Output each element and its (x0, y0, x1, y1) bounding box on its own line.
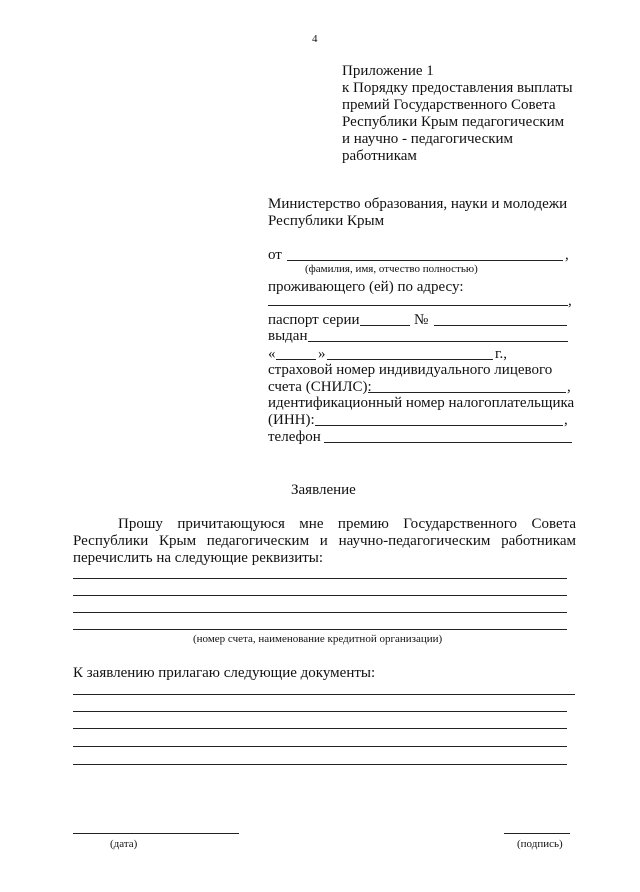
date-close-quote: » (318, 346, 326, 362)
inn-label: (ИНН): (268, 412, 315, 428)
account-hint: (номер счета, наименование кредитной организации) (193, 633, 443, 645)
appendix-line: к Порядку предоставления выплаты (342, 80, 573, 96)
date-label: (дата) (110, 838, 138, 850)
attachment-line[interactable] (73, 746, 567, 747)
name-hint: (фамилия, имя, отчество полностью) (305, 263, 478, 275)
account-details-line[interactable] (73, 595, 567, 596)
appendix-line: Приложение 1 (342, 63, 434, 79)
date-field[interactable] (73, 833, 239, 834)
page-number: 4 (312, 33, 318, 45)
snils-label: счета (СНИЛС): (268, 379, 372, 395)
addressee-line: Министерство образования, науки и молодежи (268, 196, 568, 212)
account-details-line[interactable] (73, 612, 567, 613)
year-suffix: г., (495, 346, 507, 362)
from-label: от (268, 247, 282, 263)
attachment-line[interactable] (73, 711, 567, 712)
passport-number-field[interactable] (434, 325, 567, 326)
addressee-line: Республики Крым (268, 213, 385, 229)
snils-field[interactable] (368, 392, 566, 393)
appendix-line: Республики Крым педагогическим (342, 114, 565, 130)
inn-label: идентификационный номер налогоплательщика (268, 395, 575, 411)
appendix-line: и научно - педагогическим (342, 131, 514, 147)
inn-field[interactable] (315, 425, 563, 426)
statement-title: Заявление (291, 482, 356, 498)
attachment-line[interactable] (73, 764, 567, 765)
issued-label: выдан (268, 328, 308, 344)
account-details-line[interactable] (73, 578, 567, 579)
attachment-line[interactable] (73, 728, 567, 729)
phone-label: телефон (268, 429, 321, 445)
snils-label: страховой номер индивидуального лицевого (268, 362, 553, 378)
from-comma: , (565, 247, 569, 263)
issue-month-field[interactable] (327, 359, 493, 360)
address-field[interactable] (268, 305, 568, 306)
residing-label: проживающего (ей) по адресу: (268, 279, 464, 295)
account-details-line[interactable] (73, 629, 567, 630)
passport-number-sign: № (414, 312, 429, 328)
appendix-line: работникам (342, 148, 417, 164)
signature-label: (подпись) (517, 838, 563, 850)
attachment-line[interactable] (73, 694, 575, 695)
passport-series-label: паспорт серии (268, 312, 360, 328)
issue-day-field[interactable] (276, 359, 316, 360)
phone-field[interactable] (324, 442, 572, 443)
statement-body-line: Прошу причитающуюся мне премию Государственного Совета (118, 516, 576, 532)
attachments-label: К заявлению прилагаю следующие документы: (73, 665, 376, 681)
inn-comma: , (564, 412, 568, 428)
from-name-field[interactable] (287, 260, 563, 261)
date-open-quote: « (268, 346, 276, 362)
residing-comma: , (568, 293, 572, 309)
statement-body-line: Республики Крым педагогическим и научно-педагогическим работникам (73, 533, 576, 549)
issued-by-field[interactable] (308, 341, 568, 342)
snils-comma: , (567, 379, 571, 395)
statement-body-line: перечислить на следующие реквизиты: (73, 550, 324, 566)
signature-field[interactable] (504, 833, 570, 834)
passport-series-field[interactable] (360, 325, 410, 326)
appendix-line: премий Государственного Совета (342, 97, 556, 113)
